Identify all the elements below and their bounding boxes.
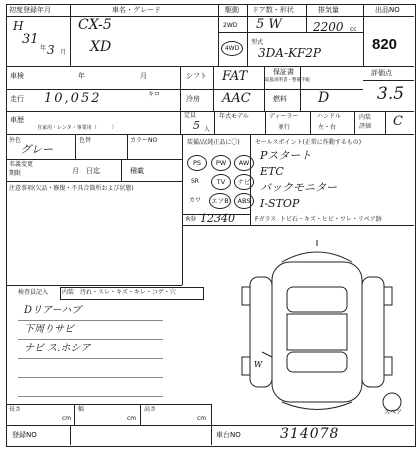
handle-value: 左・右 [318,124,337,131]
car-right-side [362,277,384,387]
sales-point-1: Pスタート [260,149,312,162]
shift-value: FAT [222,69,248,84]
divider [70,4,71,66]
divider [211,404,212,445]
tire-value: 12340 [200,212,235,225]
divider [310,111,311,134]
equip-aw: AW [234,155,254,171]
note-1: Dリアーハブ [24,305,82,316]
divider [265,111,266,134]
divider [75,134,76,159]
divider [363,4,364,66]
row-line [6,89,363,90]
note-line [18,377,163,378]
score-value: 3.5 [377,84,405,104]
inspector-legend: 内装 汚れ・スレ・キズ・キレ・コゲ・穴 [62,289,176,296]
inspector-label: 検査員記入 [18,289,49,296]
door-shape-label: ドア数・形状 [252,6,294,14]
row-line [363,80,414,81]
note-line [18,320,163,321]
year-unit: 年 [40,45,47,52]
row-line [363,111,414,112]
displacement-value: 2200 [313,20,344,34]
mileage-label: 走行 [10,95,24,103]
interior-sub: 評価 [359,123,372,130]
divider [74,404,75,425]
divider [213,66,214,111]
length-label: 長さ [9,406,22,413]
inspection-label: 車検 [10,72,24,80]
car-rear-window [287,352,347,372]
deadline-label: 期限 [9,170,22,177]
drive-2wd: 2WD [223,22,238,29]
damage-mark-w: W [254,360,263,369]
glass-options: トビ石・キズ・ヒビ・ワレ・リペア跡 [280,216,382,223]
divider [264,66,265,111]
height-cm: cm [197,415,207,422]
header-line [363,16,414,17]
car-diagram [232,232,412,422]
model-grade-label: 車名・グレード [112,6,161,14]
width-label: 幅 [78,406,85,413]
note-line [18,339,163,340]
length-cm: cm [62,415,72,422]
wheel-front-right [384,287,392,305]
drive-4wd-circled: 4WD [221,41,243,56]
tire-label: R券 [186,216,197,223]
row-line [6,181,182,182]
first-reg-label: 初度登録年月 [9,6,51,14]
equip-leather: カワ [189,197,202,204]
capacity-label: 定員 [184,112,197,119]
car-rear-bumper [282,402,352,410]
loading-label: 積載 [130,167,144,175]
inspector-legend-box [60,287,204,300]
lot-no-label: 出品NO [375,6,400,14]
height-label: 高さ [144,406,157,413]
year-value: 31 [22,32,39,47]
reg-no-label: 登録NO [12,431,37,439]
chassis-no: 314078 [280,426,340,442]
equip-airbag: エアB [209,193,231,209]
sales-point-3: バックモニター [260,181,337,194]
divider [214,111,215,134]
shift-label: シフト [186,72,207,80]
cc-unit: cc [350,26,357,33]
fuel-label: 燃料 [273,95,287,103]
model-type-value: 3DA-KF2P [258,46,321,60]
era-value: H [13,19,24,33]
equip-ps: PS [187,155,207,171]
color-label: 色替 [79,137,92,144]
equipment-title: 装備品(純正品に〇) [187,139,240,146]
row-line [6,159,182,160]
interior-label: 内装 [359,114,372,121]
model-type-label: 型式 [251,39,264,46]
equip-tv: TV [211,174,231,190]
sales-point-4: I-STOP [260,197,300,210]
divider [300,66,301,111]
person-unit: 人 [204,126,211,133]
equip-pw: PW [211,155,231,171]
sales-point-label: セールスポイント(正常に作動するもの) [255,139,362,146]
fuel-value: D [318,90,330,106]
divider [70,425,71,445]
name-change-label: 名義変更 [9,161,34,168]
divider [247,4,248,66]
divider [385,111,386,134]
divider [218,4,219,66]
glass-label: Fガラス [255,216,277,223]
history-label: 車歴 [10,116,24,124]
capacity-value: 5 [193,119,200,132]
divider [140,404,141,425]
grade-value: XD [90,39,112,55]
color-no-label: カラーNO [130,137,158,144]
sales-point-2: ETC [260,165,284,178]
month-value: 3 [47,43,55,57]
car-front-bumper [282,252,352,262]
car-left-side [250,277,272,387]
ext-color-label: 外色 [9,137,22,144]
month-unit: 月 [60,49,67,56]
model-change-label: 年式モデル [219,113,249,120]
note-line [18,396,163,397]
doors-value: 5 W [256,17,282,32]
mileage-value: 10,052 [44,91,102,106]
drive-label: 駆動 [225,6,239,14]
divider [182,134,183,285]
wheel-front-left [242,287,250,305]
wheel-rear-left [242,357,250,375]
header-line [6,16,363,17]
dealer-label: ディーラー [269,113,299,120]
spare-label: スペア [384,409,403,416]
chassis-label: 車台NO [216,431,241,439]
handle-label: ハンドル [317,113,342,120]
model-value: CX-5 [78,17,112,33]
dealer-value: 並行 [278,124,291,131]
equip-sr: SR [191,178,199,185]
divider [306,4,307,32]
interior-value: C [393,114,403,129]
note-3: ナビ ス.ホシア [24,343,91,354]
row-line [6,134,414,135]
ymd-label: 月 日迄 [72,167,100,175]
header-line [6,66,414,67]
wheel-rear-right [384,357,392,375]
history-options: 自家用・レンタ・事業用（ ） [37,125,117,131]
row-line [6,425,414,426]
notes-label: 注意事項(欠品・修復・不具合箇所および状態) [9,185,134,192]
divider [121,159,122,181]
row-line [182,225,414,226]
width-cm: cm [127,415,137,422]
car-roof [287,314,347,350]
warranty-sub: 取扱説明書・整備手帳 [265,78,310,83]
equip-abs: ABS [234,193,254,209]
ac-value: AAC [222,91,251,106]
warranty-label: 保証書 [273,68,294,76]
divider [127,134,128,159]
divider [180,66,181,134]
color-value: グレー [20,143,53,156]
ac-label: 冷房 [186,95,200,103]
divider [354,111,355,134]
note-2: 下周りサビ [24,324,74,335]
displacement-label: 排気量 [318,6,339,14]
equip-navi: ナビ [234,174,254,190]
row-line [6,404,211,405]
km-unit: キロ [148,91,161,98]
note-line [18,358,163,359]
eval-label: 評価点 [371,69,392,77]
lot-no: 820 [372,36,398,53]
car-body-outline [272,262,362,402]
inspection-year: 年 [78,72,85,80]
row-line [6,285,182,286]
car-windshield [287,287,347,312]
inspection-month: 月 [140,72,147,80]
